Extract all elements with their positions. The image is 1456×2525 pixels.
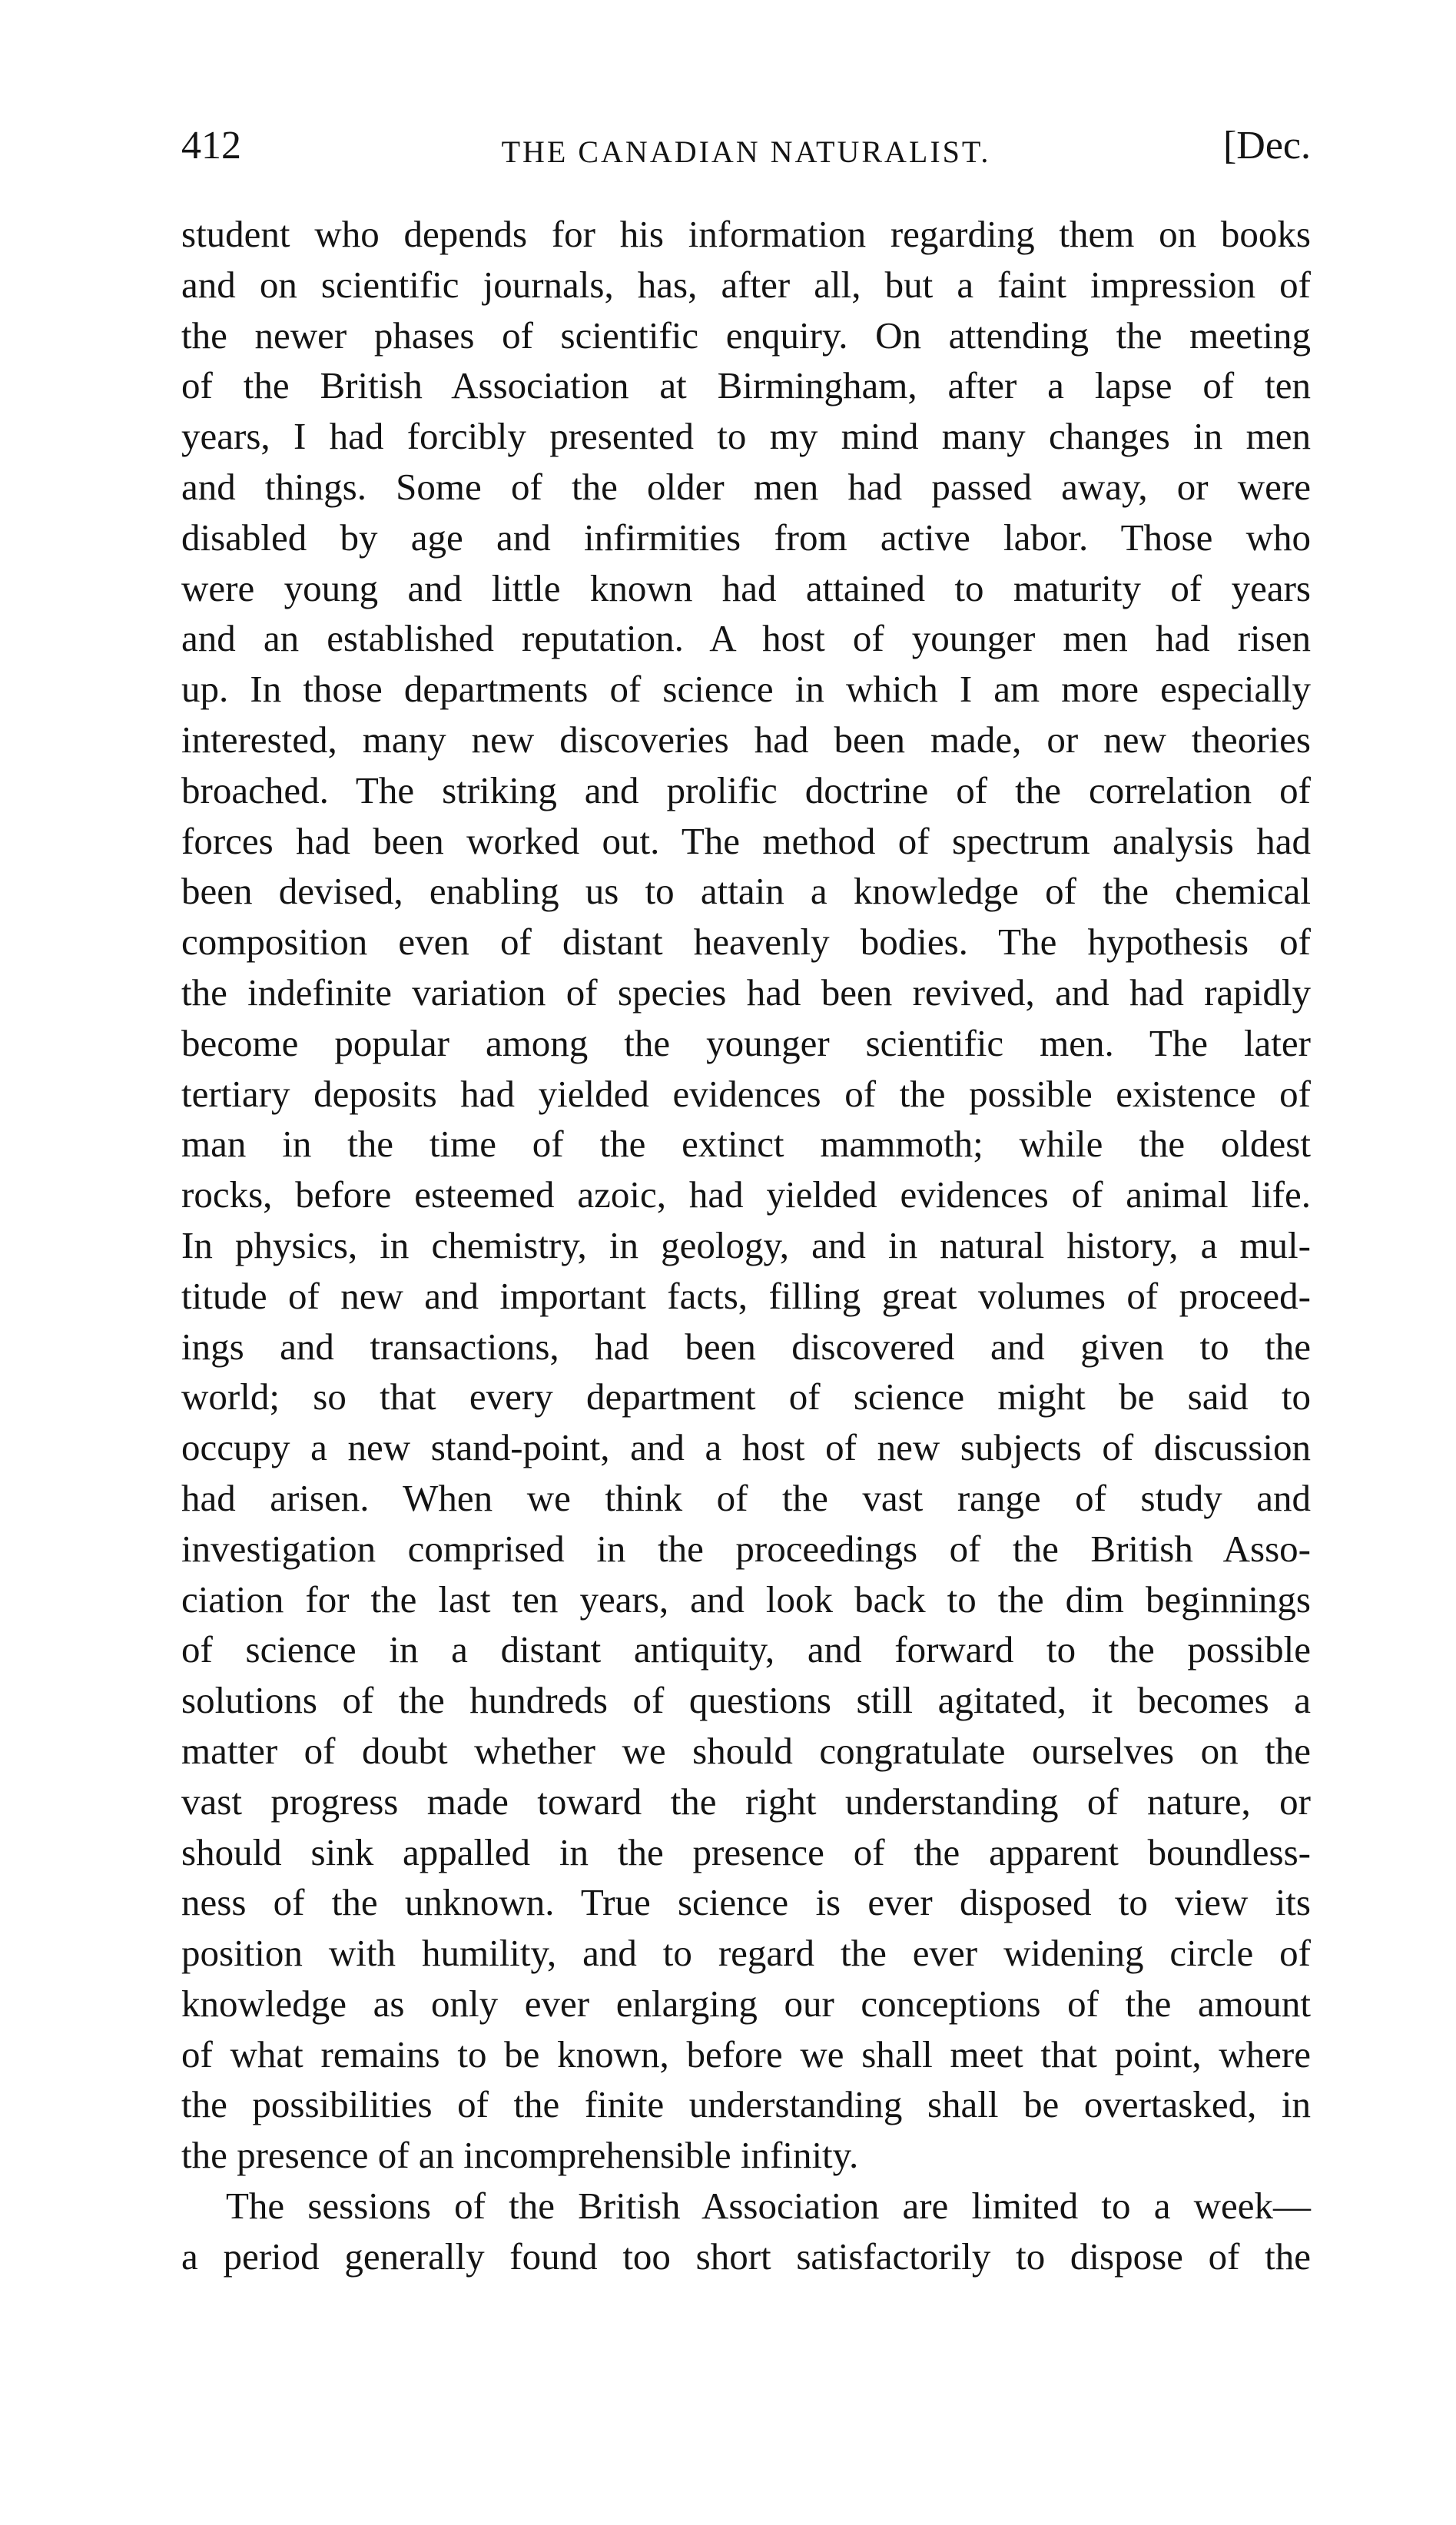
text-line: ness of the unknown. True science is ever disposed to view its — [181, 1881, 1311, 1924]
text-line: been devised, enabling us to attain a knowledge of the chemical — [181, 870, 1311, 913]
text-line: become popular among the younger scientific men. The later — [181, 1021, 1311, 1064]
paragraph-end-line: the presence of an incomprehensible infinity. — [181, 2134, 859, 2177]
text-line: years, I had forcibly presented to my mind many changes in men — [181, 415, 1311, 458]
journal-title: THE CANADIAN NATURALIST. — [501, 134, 991, 169]
text-line: the possibilities of the finite understanding shall be overtasked, in — [181, 2083, 1311, 2126]
text-line: investigation comprised in the proceedings of the British Asso- — [181, 1527, 1311, 1570]
text-line: and on scientific journals, has, after all, but a faint impression of — [181, 263, 1311, 306]
page-number: 412 — [181, 124, 241, 168]
text-line: of science in a distant antiquity, and forward to the possible — [181, 1628, 1311, 1671]
text-line: had arisen. When we think of the vast range of study and — [181, 1476, 1311, 1519]
text-line: disabled by age and infirmities from active labor. Those who — [181, 516, 1311, 559]
text-line: ciation for the last ten years, and look back to the dim beginnings — [181, 1578, 1311, 1621]
text-line: broached. The striking and prolific doctrine of the correlation of — [181, 768, 1311, 811]
text-line: student who depends for his information regarding them on books — [181, 213, 1311, 255]
text-line: forces had been worked out. The method of spectrum analysis had — [181, 819, 1311, 862]
text-line: up. In those departments of science in which I am more especially — [181, 668, 1311, 711]
text-line: man in the time of the extinct mammoth; while the oldest — [181, 1123, 1311, 1166]
text-line: world; so that every department of science might be said to — [181, 1375, 1311, 1418]
text-line: occupy a new stand-point, and a host of new subjects of discussion — [181, 1426, 1311, 1469]
text-line: the indefinite variation of species had been revived, and had rapidly — [181, 971, 1311, 1014]
text-line: titude of new and important facts, filling great volumes of proceed- — [181, 1274, 1311, 1317]
text-line: of the British Association at Birmingham, after a lapse of ten — [181, 364, 1311, 407]
text-line: of what remains to be known, before we shall meet that point, where — [181, 2032, 1311, 2075]
text-line: knowledge as only ever enlarging our conceptions of the amount — [181, 1982, 1311, 2025]
paragraph-start-line: The sessions of the British Association are limited to a week— — [226, 2185, 1311, 2228]
issue-month: [Dec. — [1222, 124, 1311, 168]
text-line: the newer phases of scientific enquiry. On attending the meeting — [181, 314, 1311, 357]
text-line: matter of doubt whether we should congratulate ourselves on the — [181, 1729, 1311, 1772]
text-line: a period generally found too short satisfactorily to dispose of the — [181, 2235, 1311, 2278]
text-line: and an established reputation. A host of younger men had risen — [181, 617, 1311, 660]
text-line: In physics, in chemistry, in geology, and in natural history, a mul- — [181, 1223, 1311, 1266]
text-line: position with humility, and to regard the ever widening circle of — [181, 1932, 1311, 1975]
text-line: interested, many new discoveries had been made, or new theories — [181, 718, 1311, 761]
text-line: tertiary deposits had yielded evidences of the possible existence of — [181, 1072, 1311, 1115]
text-line: ings and transactions, had been discovered and given to the — [181, 1325, 1311, 1368]
text-line: composition even of distant heavenly bodies. The hypothesis of — [181, 921, 1311, 964]
text-line: should sink appalled in the presence of the apparent boundless- — [181, 1830, 1311, 1873]
running-head — [181, 115, 1311, 177]
text-line: were young and little known had attained to maturity of years — [181, 566, 1311, 609]
text-line: and things. Some of the older men had passed away, or were — [181, 465, 1311, 508]
body-text — [181, 209, 1311, 2282]
text-line: rocks, before esteemed azoic, had yielded evidences of animal life. — [181, 1173, 1311, 1216]
text-line: vast progress made toward the right understanding of nature, or — [181, 1780, 1311, 1823]
text-line: solutions of the hundreds of questions still agitated, it becomes a — [181, 1679, 1311, 1722]
